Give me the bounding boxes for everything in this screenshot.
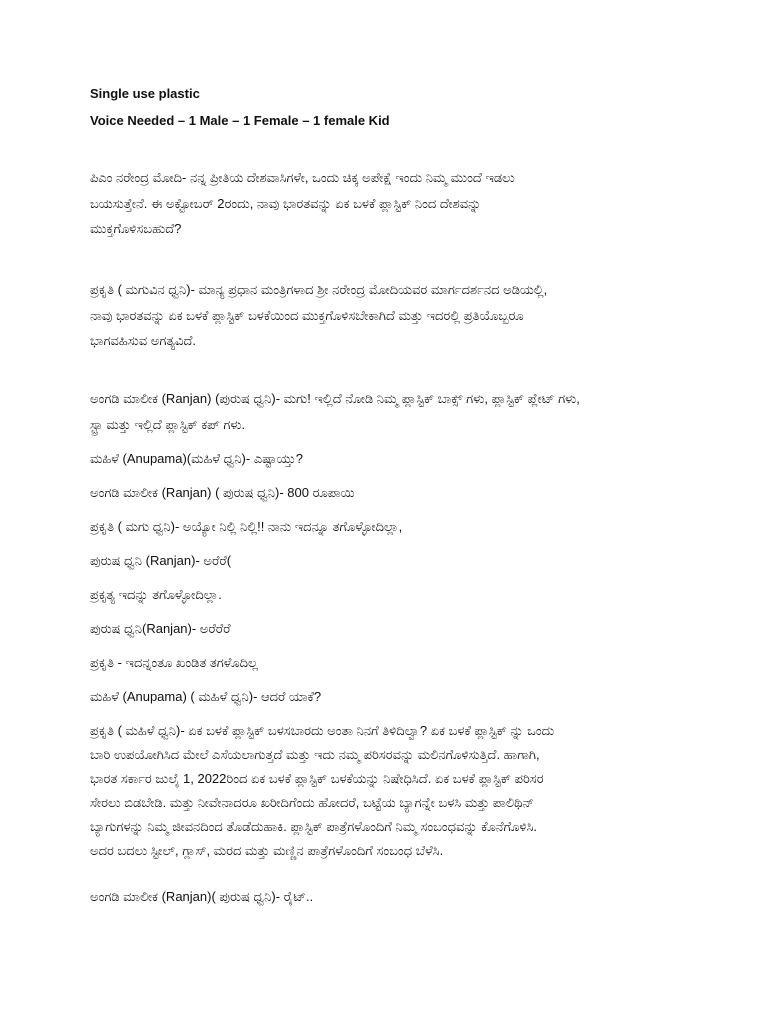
paragraph-line: ಅಂಗಡಿ ಮಾಲೀಕ (Ranjan)( ಪುರುಷ ಧ್ವನಿ)- ರೈಟ್.. bbox=[90, 889, 314, 904]
script-paragraph bbox=[90, 684, 710, 710]
document-title: Single use plastic bbox=[90, 86, 200, 101]
paragraph-line: ಮಹಿಳೆ (Anupama)(ಮಹಿಳೆ ಧ್ವನಿ)- ಎಷ್ಟಾಯ್ತು? bbox=[90, 451, 303, 466]
script-paragraph bbox=[90, 582, 710, 608]
script-paragraph bbox=[90, 165, 710, 242]
script-paragraph bbox=[90, 446, 710, 472]
paragraph-line: ಪ್ರಕೃತಿ ( ಮಗು ಧ್ವನಿ)- ಅಯ್ಯೋ ನಿಲ್ಲಿ ನಿಲ್ಲಿ!! ನಾನು ಇದನ್ನೂ ತಗೊಳ್ಳೋದಿಲ್ಲಾ, bbox=[90, 519, 403, 534]
paragraph-line: ಮಹಿಳೆ (Anupama) ( ಮಹಿಳೆ ಧ್ವನಿ)- ಆದರೆ ಯಾಕೆ? bbox=[90, 689, 322, 704]
paragraph-line: ಪ್ರಕೃತಿ - ಇದನ್ನಂತೂ ಖಂಡಿತ ತಗಳೊದಿಲ್ಲ bbox=[90, 655, 259, 670]
paragraph-line: ಬಾರಿ ಉಪಯೋಗಿಸಿದ ಮೇಲೆ ಎಸೆಯಲಾಗುತ್ತದೆ ಮತ್ತು ಇದು ನಮ್ಮ ಪರಿಸರವನ್ನು ಮಲಿನಗೊಳಿಸುತ್ತಿದೆ. ಹಾಗಾಗಿ, bbox=[90, 747, 540, 762]
script-paragraph bbox=[90, 548, 710, 574]
paragraph-line: ಭಾರತ ಸರ್ಕಾರ ಜುಲೈ 1, 2022ರಿಂದ ಏಕ ಬಳಕೆ ಪ್ಲಾಸ್ಟಿಕ್ ಬಳಕೆಯನ್ನು ನಿಷೇಧಿಸಿದೆ. ಏಕ ಬಳಕೆ ಪ್ಲಾಸ್ಟಿಕ್ ಪರಿಸರ bbox=[90, 771, 544, 786]
paragraph-line: ಅದರ ಬದಲು ಸ್ಟೀಲ್, ಗ್ಲಾಸ್, ಮರದ ಮತ್ತು ಮಣ್ಣಿನ ಪಾತ್ರೆಗಳೊಂದಿಗೆ ಸಂಬಂಧ ಬೆಳೆಸಿ. bbox=[90, 843, 444, 858]
paragraph-line: ಪ್ರಕೃತ್ಯ ಇದನ್ನು ತಗೊಳ್ಳೋದಿಲ್ಲಾ. bbox=[90, 587, 222, 602]
paragraph-line: ಪ್ರಕೃತಿ ( ಮಗುವಿನ ಧ್ವನಿ)- ಮಾನ್ಯ ಪ್ರಧಾನ ಮಂತ್ರಿಗಳಾದ ಶ್ರೀ ನರೇಂದ್ರ ಮೋದಿಯವರ ಮಾರ್ಗದರ್ಶನದ ಅಡಿಯಲ್ಲಿ, bbox=[90, 282, 548, 297]
paragraph-line: ಭಾಗವಹಿಸುವ ಅಗತ್ಯವಿದೆ. bbox=[90, 333, 196, 348]
script-paragraph bbox=[90, 616, 710, 642]
paragraph-line: ಮುಕ್ತಗೊಳಿಸಬಹುದೆ? bbox=[90, 221, 182, 236]
voices-needed: Voice Needed – 1 Male – 1 Female – 1 female Kid bbox=[90, 113, 390, 128]
paragraph-line: ಸೇರಲು ಬಿಡಬೇಡಿ. ಮತ್ತು ನೀವೇನಾದರೂ ಖರೀದಿಗೆಂದು ಹೋದರೆ, ಬಟ್ಟೆಯ ಬ್ಯಾಗನ್ನೇ ಬಳಸಿ ಮತ್ತು ಪಾಲಿಥಿನ್ bbox=[90, 795, 534, 810]
paragraph-line: ಬ್ಯಾಗುಗಳನ್ನು ನಿಮ್ಮ ಜೀವನದಿಂದ ತೊಡೆದುಹಾಕಿ. ಪ್ಲಾಸ್ಟಿಕ್ ಪಾತ್ರೆಗಳೊಂದಿಗೆ ನಿಮ್ಮ ಸಂಬಂಧವನ್ನು ಕೊನೆಗೊಳಿಸಿ. bbox=[90, 819, 537, 834]
script-paragraph bbox=[90, 884, 710, 910]
script-paragraph bbox=[90, 718, 710, 862]
script-paragraph bbox=[90, 277, 710, 354]
paragraph-line: ಅಂಗಡಿ ಮಾಲೀಕ (Ranjan) (ಪುರುಷ ಧ್ವನಿ)- ಮಗು! ಇಲ್ಲಿದೆ ನೋಡಿ ನಿಮ್ಮ ಪ್ಲಾಸ್ಟಿಕ್ ಬಾಕ್ಸ್ ಗಳು, ಪ್ಲಾಸ್ಟಿಕ್ ಪ್ಲೇಟ್ ಗಳು, bbox=[90, 391, 580, 406]
script-paragraph bbox=[90, 386, 710, 437]
paragraph-line: ಬಯಸುತ್ತೇನೆ. ಈ ಅಕ್ಟೋಬರ್ 2ರಂದು, ನಾವು ಭಾರತವನ್ನು ಏಕ ಬಳಕೆ ಪ್ಲಾಸ್ಟಿಕ್ ನಿಂದ ದೇಶವನ್ನು bbox=[90, 195, 482, 211]
paragraph-line: ಪುರುಷ ಧ್ವನಿ(Ranjan)- ಅರೆರೆರೆ bbox=[90, 621, 231, 636]
script-paragraph bbox=[90, 650, 710, 676]
paragraph-line: ಪುರುಷ ಧ್ವನಿ (Ranjan)- ಅರೆರೆ( bbox=[90, 553, 232, 568]
script-paragraph bbox=[90, 514, 710, 540]
script-paragraph bbox=[90, 480, 710, 506]
paragraph-line: ಪಿಎಂ ನರೇಂದ್ರ ಮೋದಿ- ನನ್ನ ಪ್ರೀತಿಯ ದೇಶವಾಸಿಗಳೇ, ಒಂದು ಚಿಕ್ಕ ಅಪೇಕ್ಷೆ ಇಂದು ನಿಮ್ಮ ಮುಂದೆ ಇಡಲು bbox=[90, 170, 515, 185]
paragraph-line: ಸ್ಟ್ರಾ ಮತ್ತು ಇಲ್ಲಿದೆ ಪ್ಲಾಸ್ಟಿಕ್ ಕಪ್ ಗಳು. bbox=[90, 416, 246, 432]
paragraph-line: ನಾವು ಭಾರತವನ್ನು ಏಕ ಬಳಕೆ ಪ್ಲಾಸ್ಟಿಕ್ ಬಳಕೆಯಿಂದ ಮುಕ್ತಗೊಳಿಸಬೇಕಾಗಿದೆ ಮತ್ತು ಇದರಲ್ಲಿ ಪ್ರತಿಯೊಬ್ಬರೂ bbox=[90, 307, 524, 323]
paragraph-line: ಅಂಗಡಿ ಮಾಲೀಕ (Ranjan) ( ಪುರುಷ ಧ್ವನಿ)- 800 ರೂಪಾಯಿ bbox=[90, 485, 355, 500]
paragraph-line: ಪ್ರಕೃತಿ ( ಮಹಿಳೆ ಧ್ವನಿ)- ಏಕ ಬಳಕೆ ಪ್ಲಾಸ್ಟಿಕ್ ಬಳಸಬಾರದು ಅಂತಾ ನಿನಗೆ ತಿಳಿದಿಲ್ವಾ? ಏಕ ಬಳಕೆ ಪ್ಲಾಸ್ಟಿಕ್ ನ್ನು ಒಂದು bbox=[90, 723, 555, 738]
